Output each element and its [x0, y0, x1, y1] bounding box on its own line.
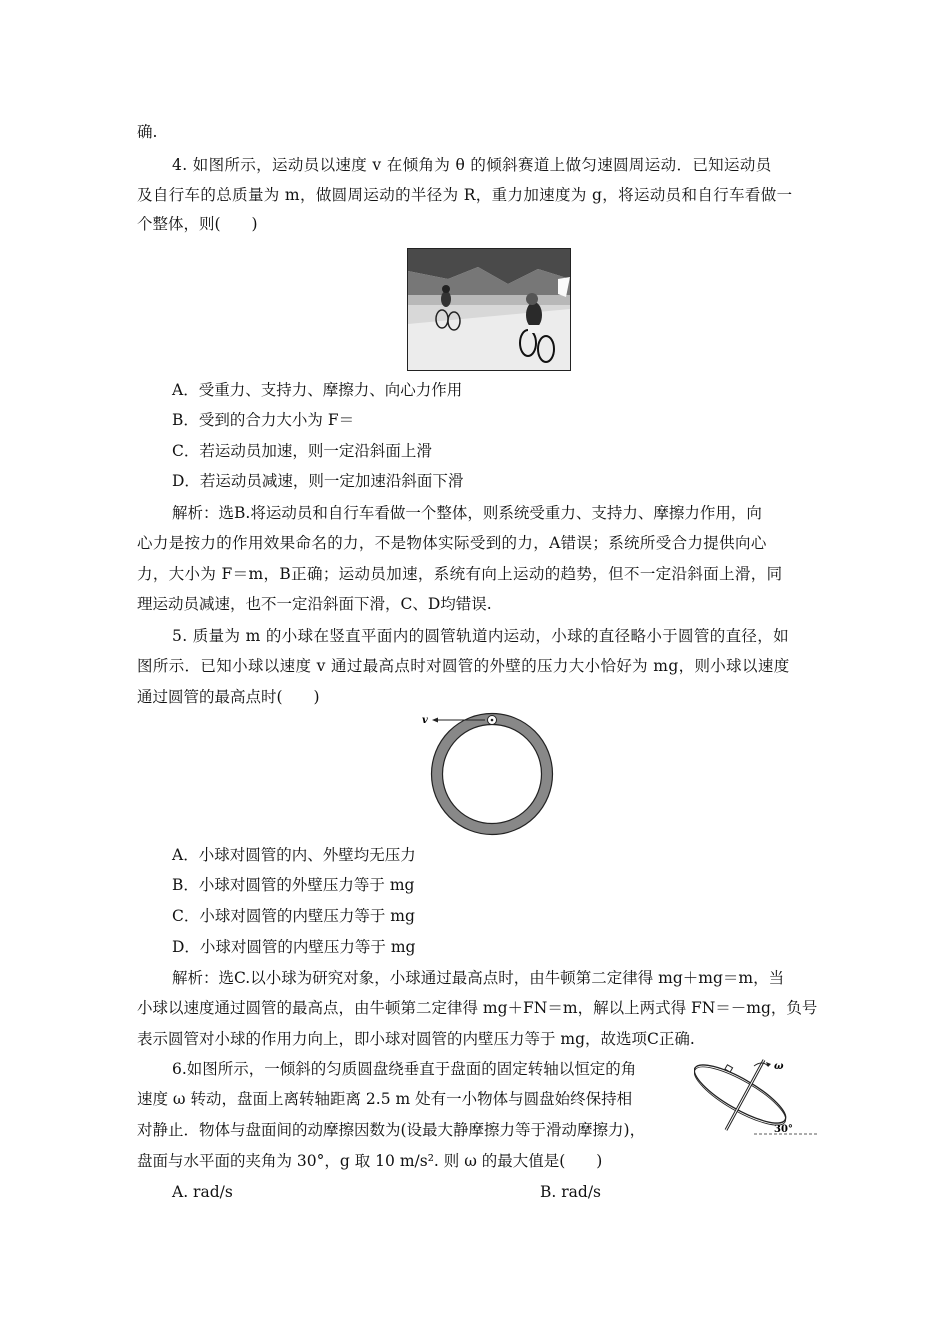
line-20: 小球以速度通过圆管的最高点，由牛顿第二定律得 mg＋FN＝m，解以上两式得 FN＝－mg，负号: [137, 999, 818, 1017]
line-19: 解析：选C.以小球为研究对象，小球通过最高点时，由牛顿第二定律得 mg＋mg＝m，当: [172, 969, 785, 987]
line-16: B．小球对圆管的外壁压力等于 mg: [172, 876, 415, 894]
inclined-disk-diagram: [694, 1058, 819, 1140]
line-0: 确.: [137, 123, 158, 141]
line-9: 心力是按力的作用效果命名的力，不是物体实际受到的力，A错误；系统所受合力提供向心: [137, 534, 767, 552]
line-15: A．小球对圆管的内、外壁均无压力: [172, 846, 416, 864]
line-11: 理运动员减速，也不一定沿斜面下滑，C、D均错误.: [137, 595, 492, 613]
line-18: D．小球对圆管的内壁压力等于 mg: [172, 938, 416, 956]
line-3: 个整体，则( ): [137, 215, 258, 233]
line-2: 及自行车的总质量为 m，做圆周运动的半径为 R，重力加速度为 g，将运动员和自行车看做一: [137, 186, 793, 204]
line-4: A．受重力、支持力、摩擦力、向心力作用: [172, 381, 463, 399]
cyclists-photo-image: [408, 249, 570, 370]
line-23: 速度 ω 转动，盘面上离转轴距离 2.5 m 处有一小物体与圆盘始终保持相: [137, 1090, 633, 1108]
angle-label: 30°: [774, 1124, 793, 1135]
line-26: A. rad/s: [172, 1183, 233, 1201]
line-6: C．若运动员加速，则一定沿斜面上滑: [172, 442, 432, 460]
line-25: 盘面与水平面的夹角为 30°，g 取 10 m/s². 则 ω 的最大值是( ): [137, 1152, 603, 1170]
line-17: C．小球对圆管的内壁压力等于 mg: [172, 907, 415, 925]
line-21: 表示圆管对小球的作用力向上，即小球对圆管的内壁压力等于 mg，故选项C正确.: [137, 1030, 695, 1048]
velocity-label: v: [422, 715, 428, 726]
line-12: 5. 质量为 m 的小球在竖直平面内的圆管轨道内运动，小球的直径略小于圆管的直径，如: [172, 627, 789, 645]
line-22: 6.如图所示，一倾斜的匀质圆盘绕垂直于盘面的固定转轴以恒定的角: [172, 1060, 637, 1078]
line-24: 对静止．物体与盘面间的动摩擦因数为(设最大静摩擦力等于滑动摩擦力)，: [137, 1121, 646, 1139]
line-14: 通过圆管的最高点时( ): [137, 688, 320, 706]
line-27: B. rad/s: [540, 1183, 601, 1201]
inclined-disk-svg: [694, 1058, 819, 1140]
cyclists-photo: [407, 248, 571, 371]
line-10: 力，大小为 F＝m，B正确；运动员加速，系统有向上运动的趋势，但不一定沿斜面上滑，同: [137, 565, 783, 583]
line-5: B．受到的合力大小为 F＝: [172, 411, 355, 429]
line-8: 解析：选B.将运动员和自行车看做一个整体，则系统受重力、支持力、摩擦力作用，向: [172, 504, 762, 522]
circular-tube-svg: [422, 708, 558, 836]
omega-label: ω: [774, 1061, 784, 1072]
circular-tube-diagram: [422, 708, 558, 836]
line-1: 4. 如图所示，运动员以速度 v 在倾角为 θ 的倾斜赛道上做匀速圆周运动．已知运动员: [172, 156, 772, 174]
line-13: 图所示．已知小球以速度 v 通过最高点时对圆管的外壁的压力大小恰好为 mg，则小球以速度: [137, 657, 790, 675]
line-7: D．若运动员减速，则一定加速沿斜面下滑: [172, 472, 464, 490]
